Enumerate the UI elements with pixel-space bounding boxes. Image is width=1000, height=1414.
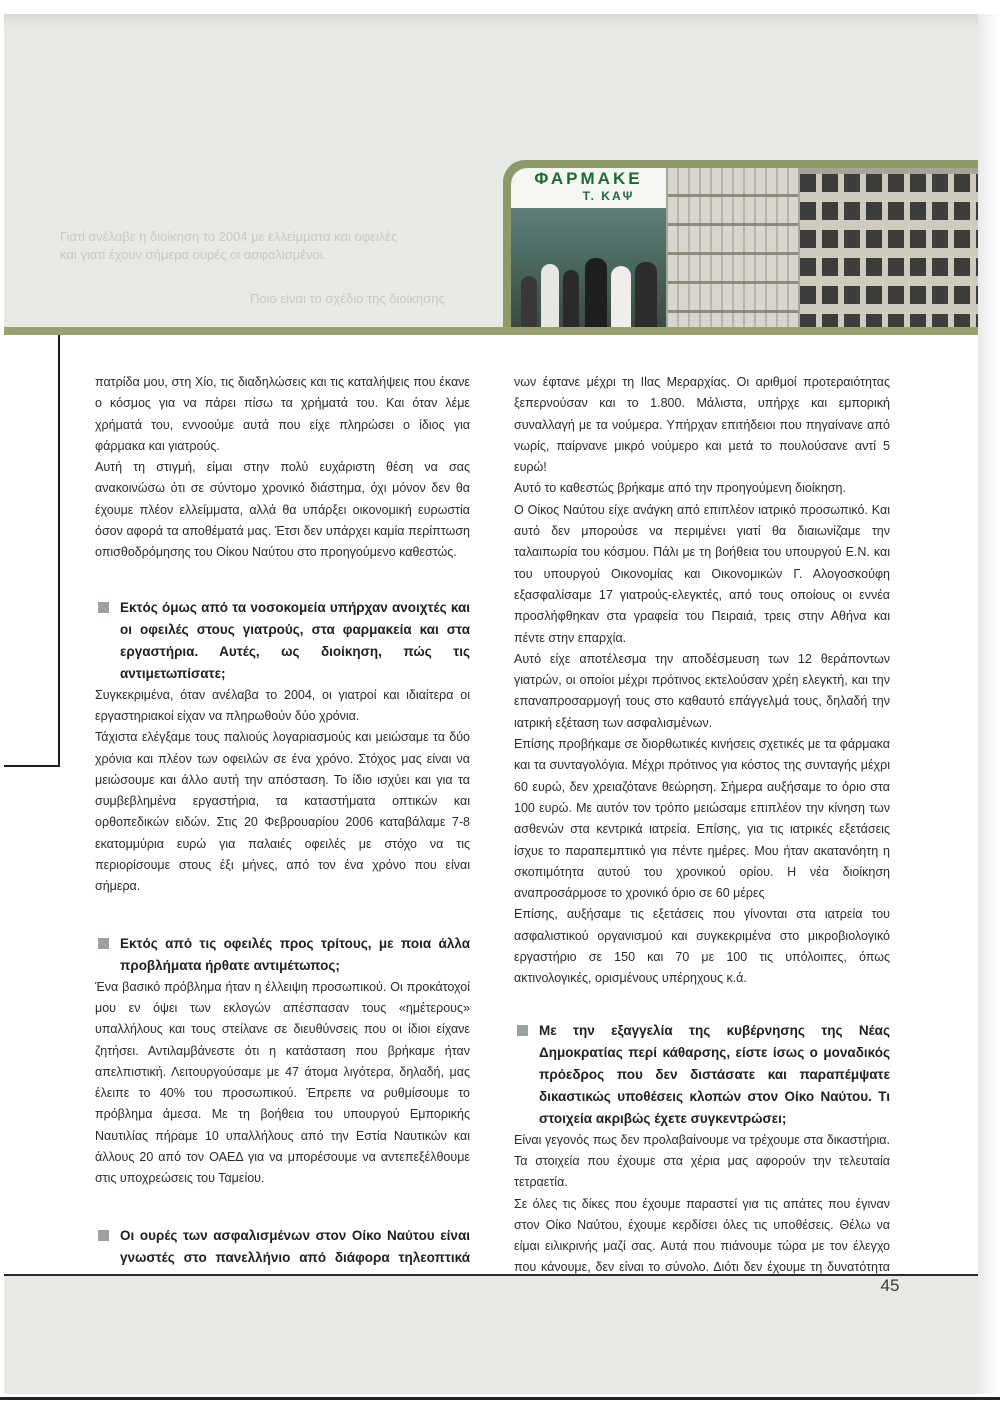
scan-edge-line <box>0 1397 1000 1400</box>
bullet-square-icon <box>98 1230 109 1241</box>
header-photo-strip <box>503 160 978 328</box>
photo-collage <box>511 168 978 328</box>
bullet-square-icon <box>517 1025 528 1036</box>
ghost-line-2: και γιατί έχουν σήμερα ουρές οι ασφαλισμένοι. <box>60 247 327 262</box>
pharmacy-sign <box>511 168 666 208</box>
pharmacy-sign-subtext: Τ. ΚΑΨ <box>582 189 635 203</box>
question-heading <box>95 933 470 977</box>
building-photo <box>798 168 978 328</box>
page-edge-shadow <box>978 14 1000 1394</box>
left-vertical-rule <box>58 335 60 767</box>
answer-paragraph: Τάχιστα ελέγξαμε τους παλιούς λογαριασμούς και μειώσαμε τα δύο χρόνια και πλέον των οφειλών σε ένα χρόνο. Στόχος μας είναι να μειώσουμε και άλλο αυτή την απόσταση. Το ίδιο ισχύει και για τα συμβεβλημένα εργαστήρια, τα καταστήματα οπτικών και ορθοπεδικών ειδών. Στις 20 Φεβρουαρίου 2006 καταβάλαμε 7-8 εκατομμύρια ευρώ για παλαιές οφειλές με στόχο να τις περιορίσουμε στους έξι μήνες, από τον ένα χρόνο που είναι σήμερα. <box>95 730 470 894</box>
question-heading <box>95 597 470 685</box>
answer-paragraph: Ένα βασικό πρόβλημα ήταν η έλλειψη προσωπικού. Οι προκάτοχοί μου εν όψει των εκλογών απέσπασαν τους «ημέτερους» υπαλλήλους και τους στείλανε σε διευθύνσεις που οι ίδιοι είχανε ζητήσει. Αντιλαμβάνεστε ότι η κατάσταση που βρήκαμε ήταν απελπιστική. Λειτουργούσαμε με 47 άτομα λιγότερα, δηλαδή, μας έλειπε το 40% του προσωπικού. Έπρεπε να ρυθμίσουμε το πρόβλημα άμεσα. Με τη βοήθεια του υπουργού Εμπορικής Ναυτιλίας πήραμε 10 υπαλλήλους από την Εστία Ναυτικών και άλλους 20 από τον ΟΑΕΔ για να μπορέσουμε να αντεπεξέλθουμε στις υποχρεώσεις του Ταμείου. <box>95 979 470 1186</box>
answer-paragraph: Αυτό είχε αποτέλεσμα την αποδέσμευση των 12 θεράποντων γιατρών, οι οποίοι μέχρι πρότινος εκτελούσαν χρέη ελεγκτή, και την επαναπροσαρμογή τους στο καθαυτό επάγγελμά τους, δηλαδή την ιατρική εξέταση των ασφαλισμένων. <box>514 651 890 730</box>
intro-paragraph: Αυτή τη στιγμή, είμαι στην πολύ ευχάριστη θέση να σας ανακοινώσω ότι σε σύντομο χρονικό διάστημα, όχι μόνον δεν θα έχουμε πλέον ελλείμματα, αλλά θα υπάρξει οικονομική ευρωστία όσον αφορά τα αποθέματά μας. Έτσι δεν υπάρχει καμία περίπτωση οπισθοδρόμησης του Οίκου Ναύτου στο προηγούμενο καθεστώς. <box>95 460 470 560</box>
question-text: Οι ουρές των ασφαλισμένων στον Οίκο Ναύτου είναι γνωστές στο πανελλήνιο από διάφορα τηλεοπτικά <box>120 1227 470 1265</box>
question-text: Εκτός όμως από τα νοσοκομεία υπήρχαν ανοιχτές και οι οφειλές στους γιατρούς, στα φαρμακεία και στα εργαστήρια. Αυτές, ως διοίκηση, πώς τις αντιμετωπίσατε; <box>120 599 470 681</box>
crowd-silhouettes <box>511 248 666 328</box>
header-ghost-text <box>60 228 480 308</box>
question-heading <box>514 1020 890 1130</box>
left-column <box>95 372 470 1377</box>
pharmacy-sign-text: ΦΑΡΜΑΚΕ <box>534 169 643 188</box>
header-shade <box>4 14 978 28</box>
bullet-square-icon <box>98 938 109 949</box>
ghost-line-3: Ποιο είναι το σχέδιο της διοίκησης <box>250 291 445 306</box>
answer-paragraph: Ο Οίκος Ναύτου είχε ανάγκη από επιπλέον ιατρικό προσωπικό. Και αυτό δεν μπορούσε να περιμένει γιατί θα διαιωνίζαμε την ταλαιπωρία του κόσμου. Πάλι με τη βοήθεια του υπουργού Ε.Ν. και του υπουργού Οικονομίας και Οικονομικών Γ. Αλογοσκούφη εξασφαλίσαμε 17 γιατρούς-ελεγκτές, από τους οποίους οι εννέα προσλήφθηκαν στα γραφεία του Πειραιά, τρεις στην Αθήνα και πέντε στην επαρχία. <box>514 502 890 645</box>
question-text: Εκτός από τις οφειλές προς τρίτους, με ποια άλλα προβλήματα ήρθατε αντιμέτωπος; <box>120 935 470 973</box>
left-horizontal-rule <box>4 765 60 767</box>
answer-paragraph: Αυτό το καθεστώς βρήκαμε από την προηγούμενη διοίκηση. <box>514 481 846 496</box>
pharmacy-photo <box>511 168 666 328</box>
answer-paragraph: Επίσης προβήκαμε σε διορθωτικές κινήσεις σχετικές με τα φάρμακα και τα συνταγολόγια. Μέχρι πρότινος για κόστος της συνταγής μέχρι 60 ευρώ, δεν χρειαζότανε θεώρηση. Σήμερα αυξήσαμε το όριο στα 100 ευρώ. Με αυτόν τον τρόπο μειώσαμε επιπλέον την κίνηση των ασθενών στα κεντρικά ιατρεία. Επίσης, για τις ιατρικές εξετάσεις ίσχυε το παραπεμπτικό για πέντε ημέρες. Μου ήταν ακατανόητη η σκοπιμότητα αυτού του χρονικού ορίου. Η νέα διοίκηση αναπροσάρμοσε το χρονικό όριο σε 60 μέρες <box>514 737 890 901</box>
intro-paragraph: πατρίδα μου, στη Χίο, τις διαδηλώσεις και τις καταλήψεις που έκανε ο κόσμος για να πάρει πίσω τα χρήματά του. Και όταν λέμε χρήματά του, εννοούμε αυτά που είχε πληρώσει ο ίδιος για φάρμακα και γιατρούς. <box>95 375 470 453</box>
page-number: 45 <box>880 1276 900 1295</box>
ghost-line-1: Γιατί ανέλαβε η διοίκηση το 2004 με ελλείμματα και οφειλές <box>60 229 398 244</box>
answer-paragraph: Είναι γεγονός πως δεν προλαβαίνουμε να τρέχουμε στα δικαστήρια. Τα στοιχεία που έχουμε στα χέρια μας αφορούν την τελευταία τετραετία. <box>514 1132 890 1190</box>
answer-paragraph: Επίσης, αυξήσαμε τις εξετάσεις που γίνονται στα ιατρεία του ασφαλιστικού οργανισμού και συγκεκριμένα στο μικροβιολογικό εργαστήριο σε 150 και 70 με 100 τις υπόλοιπες, όπως ακτινολογικές, ορισμένους υπέρηχους κ.ά. <box>514 907 890 986</box>
footer-band <box>4 1276 978 1394</box>
bullet-square-icon <box>98 602 109 613</box>
header-divider <box>4 327 978 335</box>
question-text: Με την εξαγγελία της κυβέρνησης της Νέας Δημοκρατίας περί κάθαρσης, είστε ίσως ο μοναδικός πρόεδρος που δεν διστάσατε και παραπέμψατε δικαστικώς υποθέσεις κλοπών στον Οίκο Ναύτου. Τι στοιχεία ακριβώς έχετε συγκεντρώσει; <box>539 1022 890 1126</box>
right-column <box>514 372 890 1300</box>
pharmacy-shelves-photo <box>666 168 798 328</box>
answer-paragraph: Συγκεκριμένα, όταν ανέλαβα το 2004, οι γιατροί και ιδιαίτερα οι εργαστηριακοί είχαν να πληρωθούν δύο χρόνια. <box>95 687 470 723</box>
answer-paragraph: νων έφτανε μέχρι τη Ιlας Μεραρχίας. Οι αριθμοί προτεραιότητας ξεπερνούσαν και το 1.800. Μάλιστα, υπήρχε και εμπορική συναλλαγή με τα νούμερα. Υπήρχαν επιτήδειοι που πηγαίνανε από νωρίς, παίρνανε μικρό νούμερο και μετά το πουλούσανε αντί 5 ευρώ! <box>514 375 890 475</box>
answer-paragraph: Σε όλες τις δίκες που έχουμε παραστεί για τις απάτες που έγιναν στον Οίκο Ναύτου, έχουμε κερδίσει όλες τις υποθέσεις. Θέλω να είμαι ειλικρινής μαζί σας. Αυτά που πιάνουμε τώρα με τον έλεγχο που κάνουμε, δεν είναι το σύνολο. Διότι δεν έχουμε τη δυνατότητα <box>514 1196 890 1275</box>
